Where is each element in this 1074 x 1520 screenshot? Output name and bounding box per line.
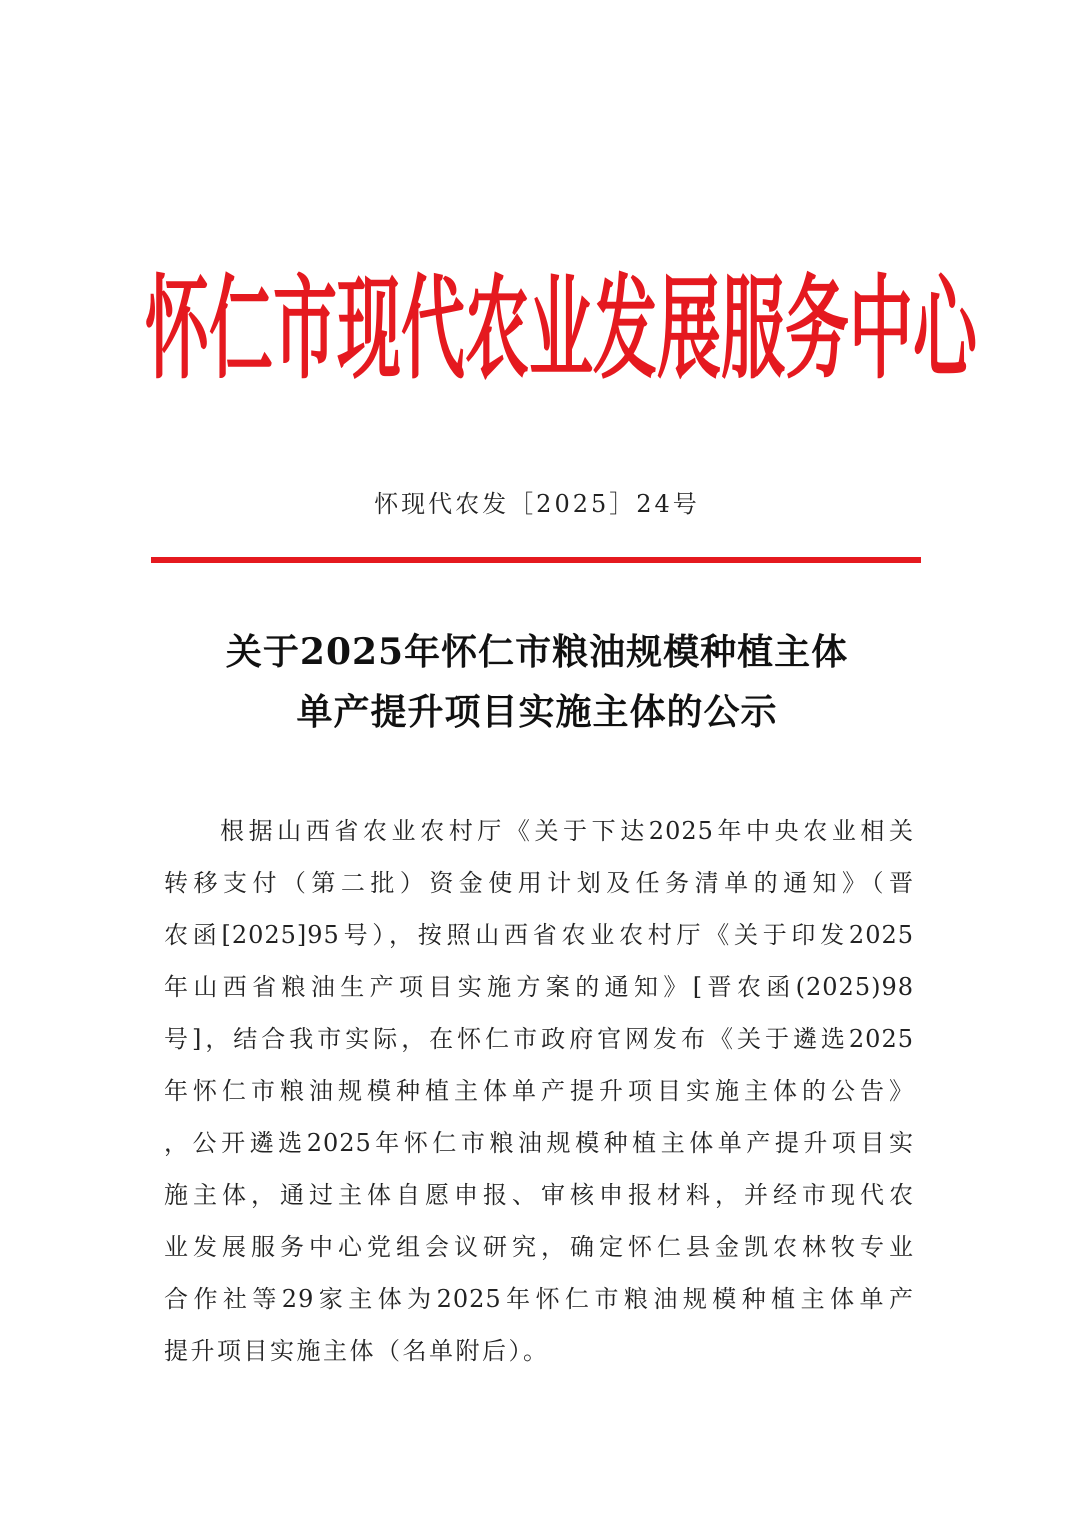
body-line: 转移支付（第二批）资金使用计划及任务清单的通知》（晋	[164, 869, 914, 897]
body-line: 合作社等29家主体为2025年怀仁市粮油规模种植主体单产	[164, 1285, 914, 1313]
org-name-char: 服	[721, 264, 785, 396]
org-name-char: 中	[849, 264, 913, 396]
org-name-char: 怀	[145, 264, 209, 396]
org-name-char: 现	[337, 264, 401, 396]
org-name-char: 务	[785, 264, 849, 396]
org-name-char: 业	[529, 264, 593, 396]
body-line: 号]，结合我市实际，在怀仁市政府官网发布《关于遴选2025	[164, 1025, 914, 1053]
org-name-char: 农	[465, 264, 529, 396]
body-line: 年怀仁市粮油规模种植主体单产提升项目实施主体的公告》	[164, 1077, 914, 1105]
org-name-char: 代	[401, 264, 465, 396]
org-name-char: 市	[273, 264, 337, 396]
org-name-char: 展	[657, 264, 721, 396]
org-name-char: 发	[593, 264, 657, 396]
body-paragraph	[164, 805, 914, 1377]
header-divider	[151, 557, 921, 563]
document-number: 怀现代农发［2025］24号	[374, 490, 700, 518]
body-line: ，公开遴选2025年怀仁市粮油规模种植主体单产提升项目实	[164, 1129, 914, 1157]
document-title-line-2: 单产提升项目实施主体的公示	[296, 691, 778, 733]
body-line: 农函[2025]95号），按照山西省农业农村厅《关于印发2025	[164, 921, 914, 949]
document-title-line-1: 关于2025年怀仁市粮油规模种植主体	[225, 631, 849, 673]
org-name-char: 仁	[209, 264, 273, 396]
body-line: 提升项目实施主体（名单附后）。	[164, 1337, 550, 1365]
body-line: 施主体，通过主体自愿申报、审核申报材料，并经市现代农	[164, 1181, 914, 1209]
org-name-char: 心	[913, 264, 977, 396]
body-line: 业发展服务中心党组会议研究，确定怀仁县金凯农林牧专业	[164, 1233, 914, 1261]
org-header	[145, 250, 977, 396]
body-line: 根据山西省农业农村厅《关于下达2025年中央农业相关	[220, 817, 914, 845]
body-line: 年山西省粮油生产项目实施方案的通知》[晋农函(2025)98	[164, 973, 914, 1001]
